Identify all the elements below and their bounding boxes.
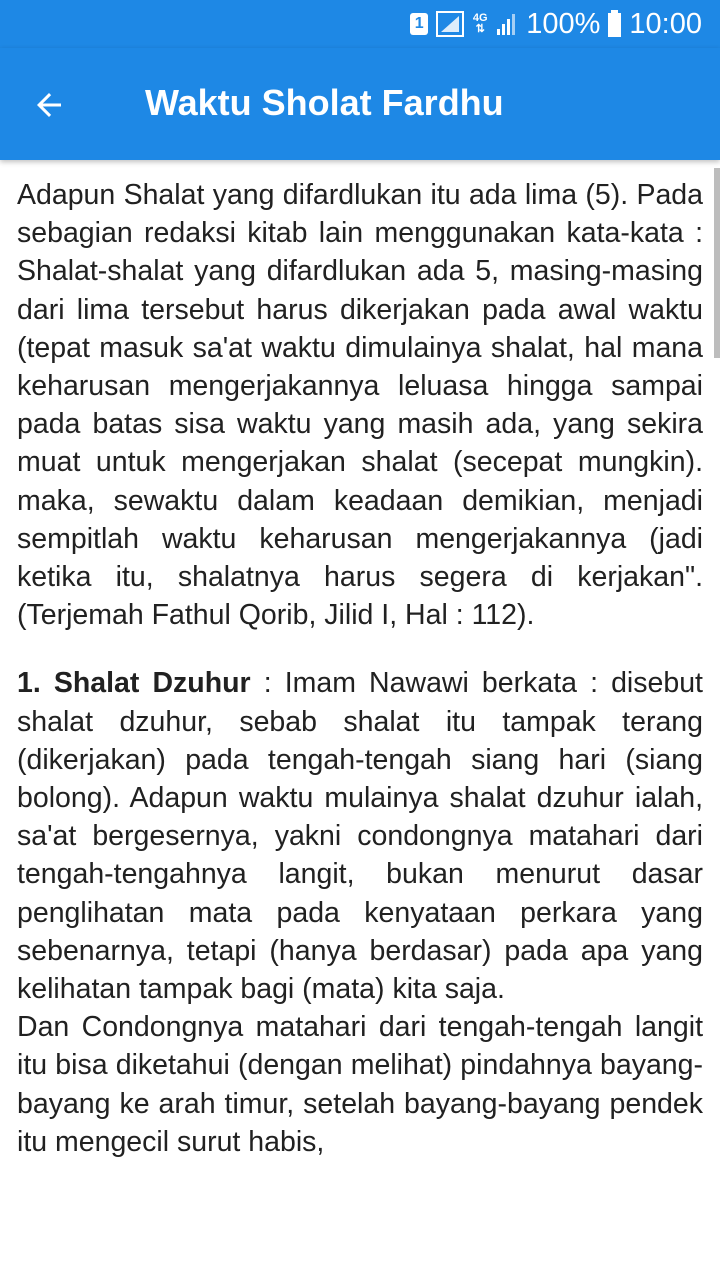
back-button[interactable]	[22, 78, 76, 132]
battery-icon	[608, 13, 621, 37]
sim-slot-label: 1	[414, 15, 424, 32]
second-paragraph: Dan Condongnya matahari dari tengah-tengah langit itu bisa diketahui (dengan melihat) pindahnya bayang-bayang ke arah timur, setelah bayang-bayang pendek itu mengecil surut habis,	[17, 1011, 703, 1158]
signal-icon	[436, 11, 464, 37]
scrollbar[interactable]	[714, 168, 720, 358]
page-title: Waktu Sholat Fardhu	[145, 82, 504, 123]
arrow-back-icon	[31, 87, 67, 123]
article-content	[17, 176, 703, 1161]
app-bar	[0, 48, 720, 160]
section-text: : Imam Nawawi berkata : disebut shalat dzuhur, sebab shalat itu tampak terang (dikerjakan) pada tengah-tengah siang hari (siang bolong). Adapun waktu mulainya shalat dzuhur ialah, sa'at bergesernya, yakni condongnya matahari dari tengah-tengahnya langit, bukan menurut dasar penglihatan mata pada kenyataan perkara yang sebenarnya, tetapi (hanya berdasar) pada apa yang kelihatan tampak bagi (mata) kita saja.	[17, 667, 703, 1006]
network-type: 4G ⇅	[472, 12, 488, 35]
paragraph-spacer	[17, 634, 703, 664]
battery-percentage: 100%	[526, 7, 601, 40]
cell-signal-icon	[496, 12, 518, 36]
clock: 10:00	[629, 7, 702, 40]
status-bar	[0, 0, 720, 48]
section-dzuhur-paragraph	[17, 664, 703, 1008]
sim-card-icon	[410, 13, 428, 35]
network-type-label: 4G	[472, 12, 488, 24]
section-heading: 1. Shalat Dzuhur	[17, 667, 251, 700]
intro-paragraph: Adapun Shalat yang difardlukan itu ada lima (5). Pada sebagian redaksi kitab lain menggunakan kata-kata : Shalat-shalat yang difardlukan ada 5, masing-masing dari lima tersebut harus dikerjakan pada awal waktu (tepat masuk sa'at waktu dimulainya shalat, hal mana keharusan mengerjakannya leluasa hingga sampai pada batas sisa waktu yang masih ada, yang sekira muat untuk mengerjakan shalat (secepat mungkin). maka, sewaktu dalam keadaan demikian, menjadi sempitlah waktu keharusan mengerjakannya (jadi ketika itu, shalatnya harus segera di kerjakan". (Terjemah Fathul Qorib, Jilid I, Hal : 112).	[17, 179, 703, 632]
